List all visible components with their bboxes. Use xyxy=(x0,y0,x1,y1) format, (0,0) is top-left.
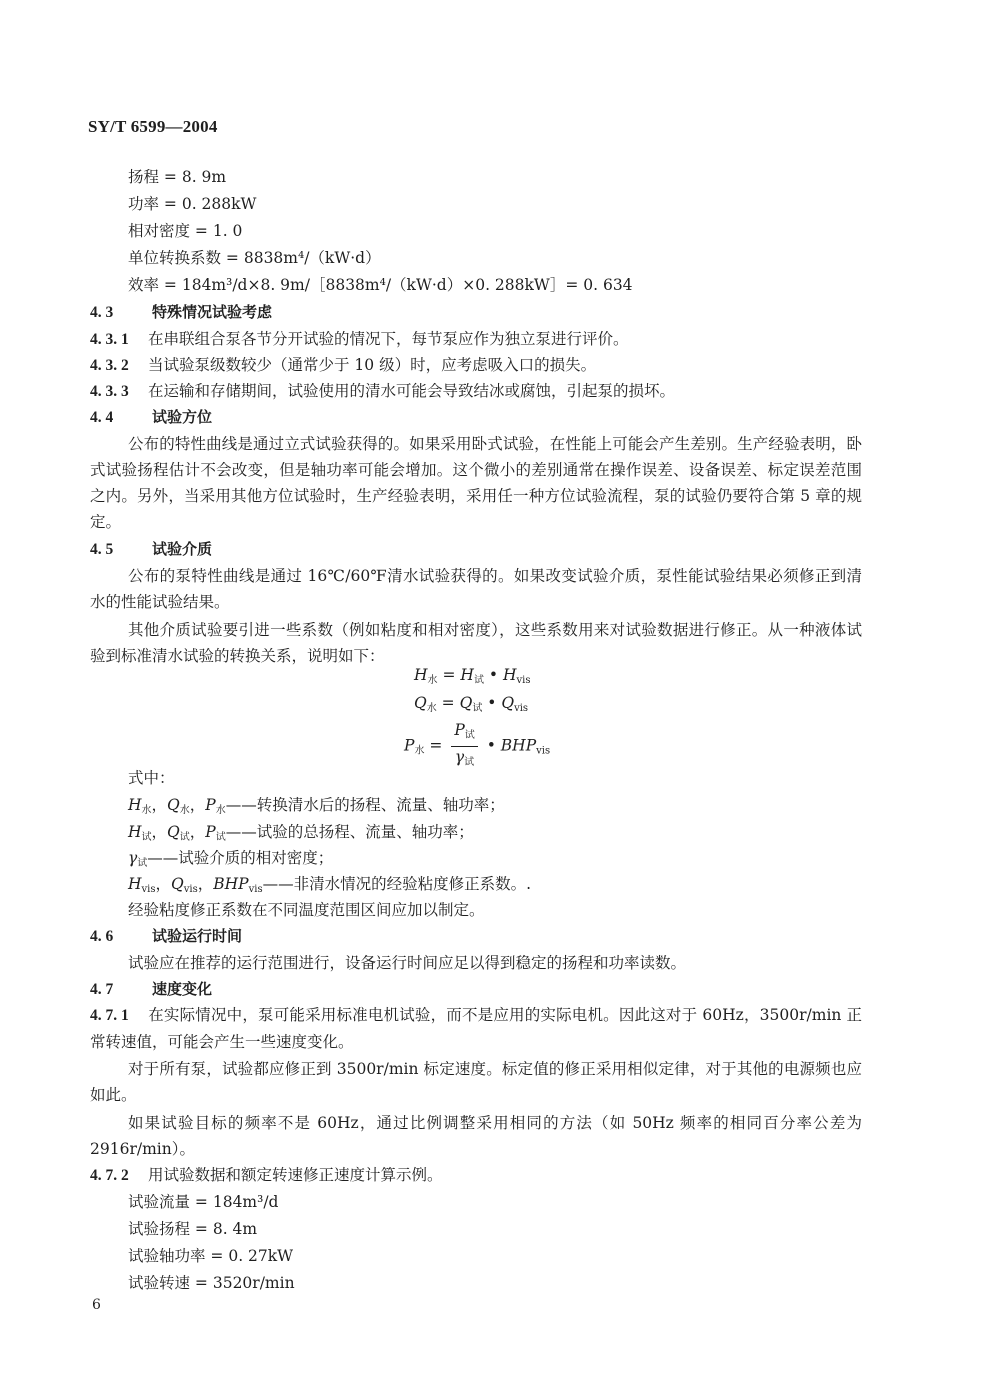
formula-head: $H_水 = H_试$ • $H_{vis}$ xyxy=(414,666,531,686)
test-head: 试验扬程 = 8. 4m xyxy=(128,1220,258,1238)
clause-text: 在串联组合泵各节分开试验的情况下，每节泵应作为独立泵进行评价。 xyxy=(148,330,629,348)
section-4-5-heading xyxy=(90,539,212,560)
section-4-6-paragraph: 试验应在推荐的运行范围进行，设备运行时间应足以得到稳定的扬程和功率读数。 xyxy=(128,954,687,972)
calc-power: 功率 = 0. 288kW xyxy=(128,195,257,213)
fraction: $\frac{P_试}{\gamma_试}$ xyxy=(451,720,477,773)
clause-number: 4. 3. 3 xyxy=(90,383,129,400)
section-number: 4. 6 xyxy=(90,928,114,945)
section-4-4-heading xyxy=(90,407,212,428)
section-4-7-heading xyxy=(90,979,212,1000)
section-4-6-heading xyxy=(90,926,242,947)
test-flow: 试验流量 = 184m³/d xyxy=(128,1193,279,1211)
clause-4-7-1 xyxy=(90,1002,862,1055)
section-4-5-paragraph-2: 其他介质试验要引进一些系数（例如粘度和相对密度），这些系数用来对试验数据进行修正。从一种液体试验到标准清水试验的转换关系，说明如下： xyxy=(90,621,862,665)
definition-test: $H_试$，$Q_试$，$P_试——$试验的总扬程、流量、轴功率； xyxy=(128,823,474,843)
viscosity-note: 经验粘度修正系数在不同温度范围区间应加以制定。 xyxy=(128,901,485,919)
formula-flow: $Q_水 = Q_试$ • $Q_{vis}$ xyxy=(414,694,529,714)
clause-4-7-2 xyxy=(90,1165,443,1186)
section-title: 试验方位 xyxy=(152,408,213,426)
section-4-4-paragraph: 公布的特性曲线是通过立式试验获得的。如果采用卧式试验，在性能上可能会产生差别。生产经验表明，卧式试验扬程估计不会改变，但是轴功率可能会增加。这个微小的差别通常在操作误差、设备误差、标定误差范围之内。另外，当采用其他方位试验时，生产经验表明，采用任一种方位试验流程，泵的试验仍要符合第 5 章的规定。 xyxy=(90,435,862,531)
definition-viscosity: $H_{vis}$，$Q_{vis}$，$BHP_{vis}——$非清水情况的经验粘度修正系数。. xyxy=(128,875,532,895)
calc-head: 扬程 = 8. 9m xyxy=(128,168,227,186)
test-shaft-power: 试验轴功率 = 0. 27kW xyxy=(128,1247,294,1265)
section-title: 特殊情况试验考虑 xyxy=(152,303,273,321)
definition-density: $\gamma_试——$试验介质的相对密度； xyxy=(128,849,334,869)
clause-number: 4. 7. 1 xyxy=(90,1007,129,1024)
clause-text: 当试验泵级数较少（通常少于 10 级）时，应考虑吸入口的损失。 xyxy=(148,356,597,374)
section-4-7-paragraph-b: 对于所有泵，试验都应修正到 3500r/min 标定速度。标定值的修正采用相似定律，对于其他的电源频也应如此。 xyxy=(90,1060,862,1104)
section-number: 4. 3 xyxy=(90,304,114,321)
clause-text: 用试验数据和额定转速修正速度计算示例。 xyxy=(148,1166,443,1184)
clause-4-3-3 xyxy=(90,381,675,402)
where-label: 式中： xyxy=(128,769,175,787)
section-4-7-paragraph-c: 如果试验目标的频率不是 60Hz，通过比例调整采用相同的方法（如 50Hz 频率的相同百分率公差为 2916r/min）。 xyxy=(90,1114,862,1158)
calc-density: 相对密度 = 1. 0 xyxy=(128,222,243,240)
section-number: 4. 7 xyxy=(90,981,114,998)
clause-4-3-2 xyxy=(90,355,596,376)
clause-4-3-1 xyxy=(90,329,629,350)
test-speed: 试验转速 = 3520r/min xyxy=(128,1274,295,1292)
section-title: 试验运行时间 xyxy=(152,927,243,945)
section-4-5-paragraph-1: 公布的泵特性曲线是通过 16℃/60℉清水试验获得的。如果改变试验介质，泵性能试验结果必须修正到清水的性能试验结果。 xyxy=(90,567,862,611)
section-title: 试验介质 xyxy=(152,540,213,558)
section-title: 速度变化 xyxy=(152,980,213,998)
clause-text: 在实际情况中，泵可能采用标准电机试验，而不是应用的实际电机。因此这对于 60Hz，3500r/min 正常转速值，可能会产生一些速度变化。 xyxy=(90,1006,862,1051)
definition-water: $H_水$，$Q_水$，$P_水——$转换清水后的扬程、流量、轴功率； xyxy=(128,796,505,816)
calc-efficiency: 效率 = 184m³/d×8. 9m/［8838m⁴/（kW·d）×0. 288kW］= 0. 634 xyxy=(128,276,633,294)
page-number: 6 xyxy=(92,1297,101,1313)
clause-number: 4. 3. 1 xyxy=(90,331,129,348)
clause-number: 4. 7. 2 xyxy=(90,1167,129,1184)
section-4-3-heading xyxy=(90,302,272,323)
clause-text: 在运输和存储期间，试验使用的清水可能会导致结冰或腐蚀，引起泵的损坏。 xyxy=(148,382,676,400)
calc-conversion: 单位转换系数 = 8838m⁴/（kW·d） xyxy=(128,249,381,267)
section-number: 4. 5 xyxy=(90,541,114,558)
section-number: 4. 4 xyxy=(90,409,114,426)
formula-power: $P_水$ = $\frac{P_试}{\gamma_试}$ • $BHP_{vis}$ xyxy=(404,720,550,773)
standard-code-header: SY/T 6599—2004 xyxy=(88,117,218,136)
clause-number: 4. 3. 2 xyxy=(90,357,129,374)
